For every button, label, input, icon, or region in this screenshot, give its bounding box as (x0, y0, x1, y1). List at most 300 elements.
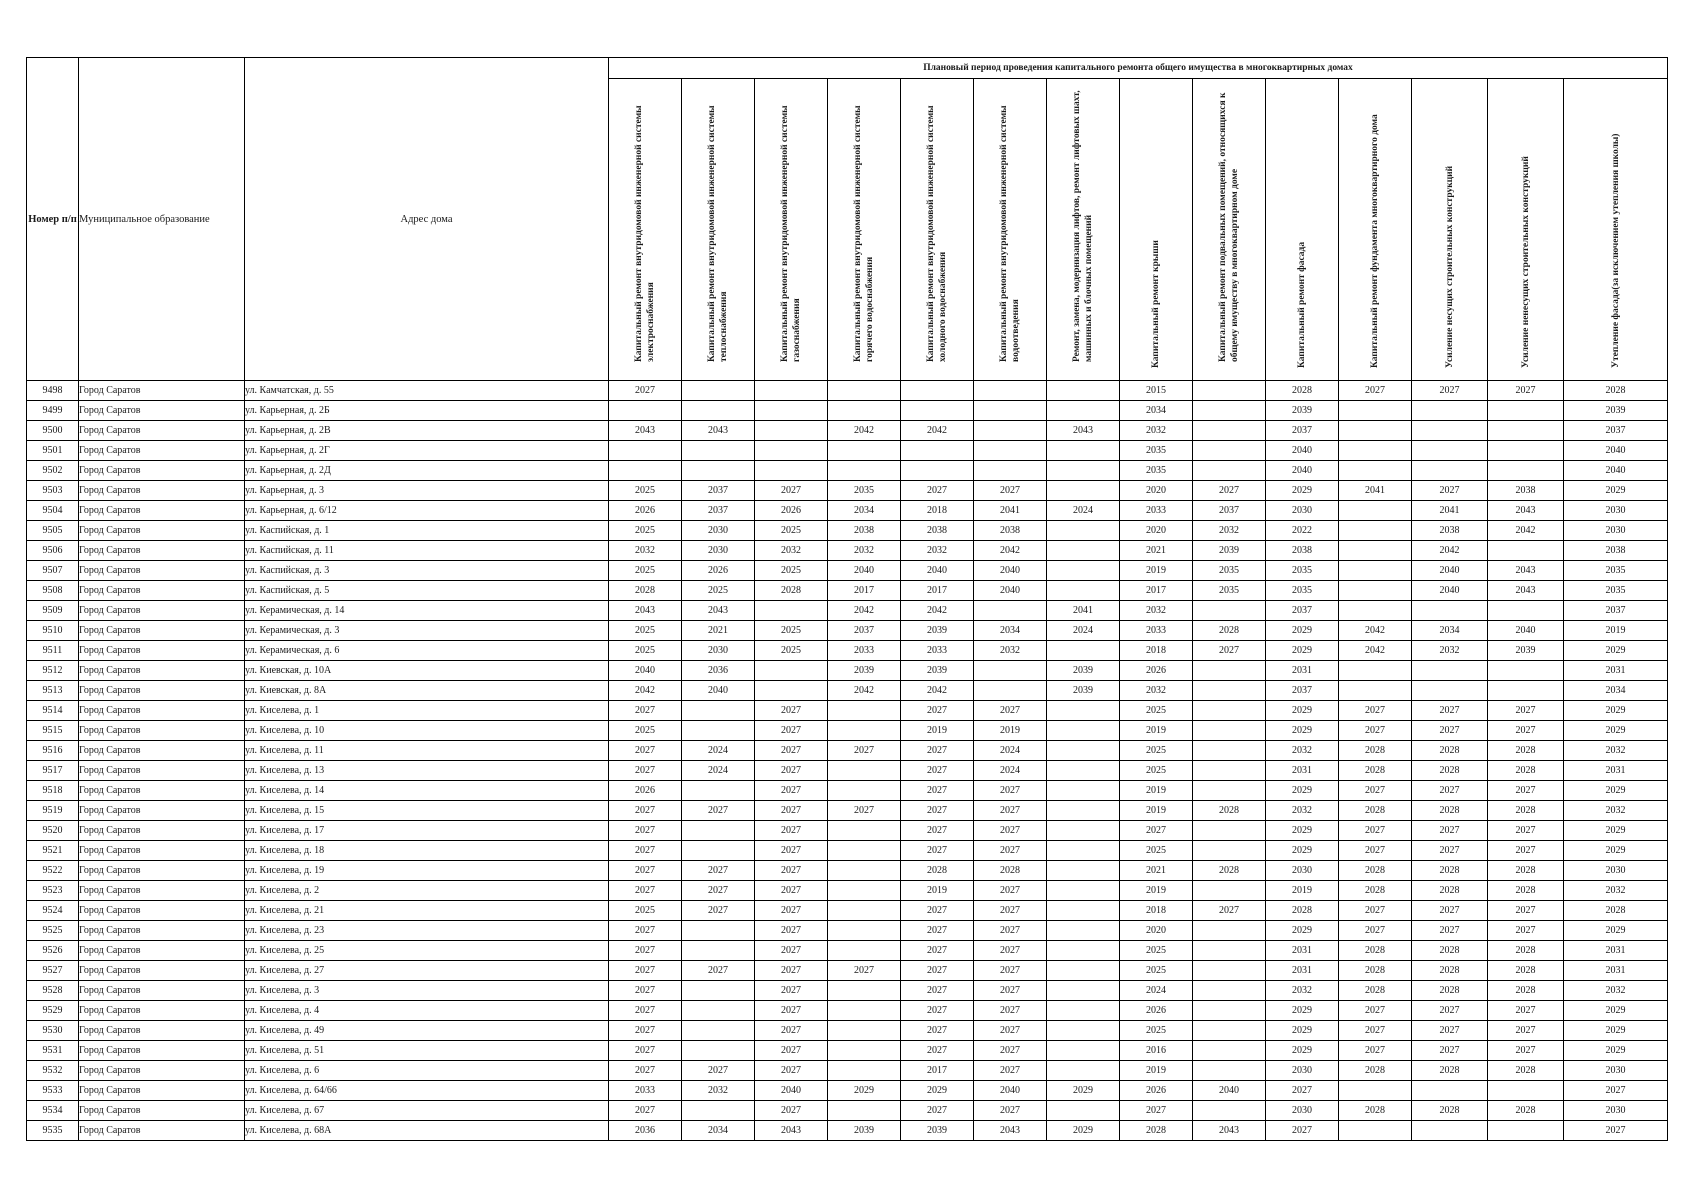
row-year-cell: 2031 (1266, 941, 1339, 961)
row-year-cell: 2019 (901, 881, 974, 901)
row-year-cell: 2027 (1339, 781, 1412, 801)
row-year-cell: 2027 (609, 841, 682, 861)
row-year-cell: 2037 (1564, 601, 1668, 621)
row-year-cell: 2039 (1047, 661, 1120, 681)
row-year-cell: 2029 (1266, 781, 1339, 801)
row-year-cell: 2019 (974, 721, 1047, 741)
row-address: ул. Киселева, д. 10 (245, 721, 609, 741)
row-year-cell: 2025 (682, 581, 755, 601)
header-work-type-label: Усиление несущих строительных конструкций (1444, 165, 1455, 368)
row-year-cell: 2029 (1266, 821, 1339, 841)
row-year-cell (1047, 481, 1120, 501)
row-year-cell: 2027 (609, 1021, 682, 1041)
row-year-cell: 2027 (1412, 841, 1488, 861)
row-year-cell: 2027 (1488, 781, 1564, 801)
row-year-cell (1047, 781, 1120, 801)
row-year-cell: 2043 (1193, 1121, 1266, 1141)
row-year-cell: 2027 (609, 961, 682, 981)
header-work-type-label: Капитальный ремонт внутридомовой инженерной системы горячего водоснабжения (853, 105, 875, 362)
row-year-cell (1412, 401, 1488, 421)
row-number: 9500 (27, 421, 79, 441)
row-number: 9520 (27, 821, 79, 841)
row-year-cell: 2029 (1266, 701, 1339, 721)
table-row (27, 381, 1668, 401)
row-address: ул. Киселева, д. 15 (245, 801, 609, 821)
row-year-cell: 2030 (682, 641, 755, 661)
row-year-cell: 2027 (1488, 701, 1564, 721)
row-year-cell: 2034 (974, 621, 1047, 641)
row-municipality: Город Саратов (79, 1041, 245, 1061)
row-year-cell: 2027 (974, 701, 1047, 721)
table-row (27, 441, 1668, 461)
row-year-cell (1193, 1041, 1266, 1061)
row-year-cell: 2029 (1564, 781, 1668, 801)
row-year-cell: 2030 (1564, 521, 1668, 541)
row-year-cell: 2027 (828, 961, 901, 981)
row-year-cell (828, 1001, 901, 1021)
header-work-type-label: Капитальный ремонт внутридомовой инженерной системы водоотведения (999, 105, 1021, 362)
row-year-cell: 2032 (1564, 801, 1668, 821)
row-address: ул. Карьерная, д. 3 (245, 481, 609, 501)
row-year-cell (828, 1041, 901, 1061)
row-year-cell: 2034 (828, 501, 901, 521)
row-number: 9513 (27, 681, 79, 701)
row-year-cell: 2029 (1564, 721, 1668, 741)
header-work-type (974, 79, 1047, 381)
row-year-cell: 2028 (1412, 881, 1488, 901)
row-year-cell (1193, 941, 1266, 961)
row-year-cell: 2029 (1564, 1001, 1668, 1021)
row-year-cell: 2027 (1412, 481, 1488, 501)
table-row (27, 1101, 1668, 1121)
row-year-cell: 2027 (755, 821, 828, 841)
row-year-cell (1047, 881, 1120, 901)
row-year-cell (1047, 761, 1120, 781)
row-year-cell (1339, 461, 1412, 481)
row-year-cell: 2027 (1488, 821, 1564, 841)
row-year-cell (682, 721, 755, 741)
row-year-cell: 2027 (609, 1061, 682, 1081)
row-year-cell: 2027 (755, 901, 828, 921)
row-year-cell: 2019 (1120, 721, 1193, 741)
row-year-cell (1047, 381, 1120, 401)
row-year-cell (1412, 661, 1488, 681)
row-year-cell: 2032 (1564, 981, 1668, 1001)
row-year-cell: 2040 (901, 561, 974, 581)
row-year-cell: 2027 (682, 901, 755, 921)
row-year-cell: 2027 (755, 1101, 828, 1121)
header-work-type-label: Капитальный ремонт внутридомовой инженерной системы теплоснабжения (707, 105, 729, 362)
row-year-cell (1488, 401, 1564, 421)
table-row (27, 881, 1668, 901)
table-row (27, 641, 1668, 661)
row-year-cell (901, 441, 974, 461)
row-address: ул. Киселева, д. 27 (245, 961, 609, 981)
row-number: 9524 (27, 901, 79, 921)
row-year-cell: 2028 (1412, 1061, 1488, 1081)
row-year-cell: 2032 (609, 541, 682, 561)
row-year-cell (828, 381, 901, 401)
row-year-cell (1488, 661, 1564, 681)
row-year-cell (682, 941, 755, 961)
row-municipality: Город Саратов (79, 741, 245, 761)
row-year-cell: 2017 (1120, 581, 1193, 601)
row-year-cell: 2028 (1339, 801, 1412, 821)
row-year-cell: 2027 (974, 1021, 1047, 1041)
row-year-cell: 2028 (1488, 801, 1564, 821)
row-year-cell (1488, 541, 1564, 561)
row-number: 9507 (27, 561, 79, 581)
header-work-type-label: Капитальный ремонт внутридомовой инженерной системы электроснабжения (634, 105, 656, 362)
row-year-cell: 2027 (1339, 701, 1412, 721)
row-year-cell: 2029 (1266, 1001, 1339, 1021)
row-year-cell: 2029 (1266, 841, 1339, 861)
row-year-cell: 2027 (1339, 1001, 1412, 1021)
row-year-cell: 2029 (1564, 841, 1668, 861)
row-year-cell: 2043 (755, 1121, 828, 1141)
row-year-cell (1047, 741, 1120, 761)
row-year-cell: 2028 (1488, 941, 1564, 961)
row-year-cell: 2027 (1193, 641, 1266, 661)
row-year-cell (1047, 861, 1120, 881)
row-year-cell: 2027 (755, 801, 828, 821)
header-work-type (609, 79, 682, 381)
row-year-cell (974, 441, 1047, 461)
row-year-cell: 2027 (1339, 821, 1412, 841)
row-year-cell: 2029 (1266, 1021, 1339, 1041)
row-year-cell: 2027 (1488, 1001, 1564, 1021)
row-year-cell (1047, 1101, 1120, 1121)
row-year-cell: 2027 (755, 941, 828, 961)
row-year-cell: 2027 (1339, 901, 1412, 921)
row-year-cell (828, 701, 901, 721)
row-year-cell (755, 681, 828, 701)
row-year-cell: 2027 (1412, 721, 1488, 741)
row-year-cell: 2027 (609, 1041, 682, 1061)
row-year-cell (828, 941, 901, 961)
row-address: ул. Камчатская, д. 55 (245, 381, 609, 401)
row-year-cell: 2025 (1120, 741, 1193, 761)
row-year-cell: 2038 (1266, 541, 1339, 561)
row-municipality: Город Саратов (79, 381, 245, 401)
row-year-cell: 2039 (1564, 401, 1668, 421)
row-year-cell: 2043 (609, 421, 682, 441)
row-year-cell (1193, 1021, 1266, 1041)
row-year-cell: 2027 (1488, 721, 1564, 741)
row-year-cell (1047, 401, 1120, 421)
header-work-type-label: Капитальный ремонт внутридомовой инженерной системы холодного водоснабжения (926, 105, 948, 362)
header-work-type (1266, 79, 1339, 381)
table-row (27, 801, 1668, 821)
table-row (27, 661, 1668, 681)
row-address: ул. Керамическая, д. 14 (245, 601, 609, 621)
row-year-cell: 2027 (1564, 1121, 1668, 1141)
row-year-cell: 2025 (609, 721, 682, 741)
row-year-cell: 2032 (1412, 641, 1488, 661)
row-year-cell: 2040 (1266, 441, 1339, 461)
row-year-cell: 2027 (1339, 921, 1412, 941)
row-year-cell: 2027 (974, 921, 1047, 941)
row-year-cell: 2027 (1412, 1001, 1488, 1021)
row-year-cell (1193, 881, 1266, 901)
row-year-cell: 2027 (974, 1061, 1047, 1081)
header-work-type (1488, 79, 1564, 381)
table-row (27, 541, 1668, 561)
row-year-cell: 2042 (974, 541, 1047, 561)
row-year-cell: 2027 (755, 741, 828, 761)
row-number: 9526 (27, 941, 79, 961)
row-year-cell: 2027 (901, 921, 974, 941)
row-year-cell: 2028 (1193, 621, 1266, 641)
row-address: ул. Карьерная, д. 2В (245, 421, 609, 441)
row-year-cell: 2027 (901, 1001, 974, 1021)
row-year-cell: 2027 (1564, 1081, 1668, 1101)
row-year-cell: 2027 (901, 1101, 974, 1121)
row-year-cell (1047, 1021, 1120, 1041)
header-municipality: Муниципальное образование (79, 58, 245, 381)
row-year-cell (1193, 721, 1266, 741)
row-year-cell: 2030 (1564, 501, 1668, 521)
row-year-cell: 2019 (1564, 621, 1668, 641)
row-year-cell: 2027 (755, 841, 828, 861)
row-address: ул. Карьерная, д. 2Б (245, 401, 609, 421)
row-year-cell: 2035 (1120, 441, 1193, 461)
row-year-cell: 2027 (974, 881, 1047, 901)
row-year-cell: 2017 (901, 1061, 974, 1081)
row-year-cell: 2018 (1120, 641, 1193, 661)
row-year-cell (1047, 441, 1120, 461)
row-number: 9508 (27, 581, 79, 601)
row-year-cell: 2040 (682, 681, 755, 701)
row-address: ул. Киселева, д. 67 (245, 1101, 609, 1121)
row-year-cell: 2032 (1120, 601, 1193, 621)
row-year-cell: 2027 (682, 961, 755, 981)
row-number: 9523 (27, 881, 79, 901)
row-year-cell (682, 841, 755, 861)
row-year-cell: 2043 (682, 601, 755, 621)
row-year-cell: 2027 (974, 801, 1047, 821)
row-year-cell: 2027 (609, 821, 682, 841)
row-year-cell: 2037 (1564, 421, 1668, 441)
row-year-cell (1047, 701, 1120, 721)
row-year-cell: 2042 (1412, 541, 1488, 561)
row-address: ул. Киселева, д. 68А (245, 1121, 609, 1141)
row-number: 9514 (27, 701, 79, 721)
row-year-cell: 2025 (609, 521, 682, 541)
table-row (27, 701, 1668, 721)
row-year-cell (1193, 1061, 1266, 1081)
row-number: 9525 (27, 921, 79, 941)
row-year-cell (828, 761, 901, 781)
row-year-cell: 2043 (609, 601, 682, 621)
row-year-cell: 2028 (1339, 941, 1412, 961)
row-address: ул. Киселева, д. 49 (245, 1021, 609, 1041)
row-year-cell: 2040 (974, 581, 1047, 601)
row-number: 9509 (27, 601, 79, 621)
row-year-cell (1339, 681, 1412, 701)
row-year-cell: 2027 (682, 1061, 755, 1081)
row-year-cell (1193, 761, 1266, 781)
row-year-cell (974, 661, 1047, 681)
row-year-cell: 2027 (1120, 821, 1193, 841)
row-year-cell: 2039 (1047, 681, 1120, 701)
row-year-cell (1193, 741, 1266, 761)
row-year-cell: 2027 (974, 481, 1047, 501)
row-year-cell (682, 1041, 755, 1061)
row-municipality: Город Саратов (79, 881, 245, 901)
row-year-cell: 2026 (609, 781, 682, 801)
row-year-cell: 2028 (1488, 861, 1564, 881)
row-year-cell: 2017 (828, 581, 901, 601)
row-year-cell (1047, 961, 1120, 981)
row-year-cell (682, 381, 755, 401)
row-year-cell (682, 781, 755, 801)
row-year-cell: 2028 (1488, 881, 1564, 901)
row-year-cell (974, 401, 1047, 421)
row-year-cell (1047, 641, 1120, 661)
row-year-cell (1488, 1081, 1564, 1101)
header-work-type-label: Усиление ненесущих строительных конструкций (1520, 156, 1531, 368)
row-year-cell: 2019 (1120, 801, 1193, 821)
row-number: 9502 (27, 461, 79, 481)
row-year-cell: 2029 (1266, 481, 1339, 501)
row-address: ул. Киселева, д. 1 (245, 701, 609, 721)
row-number: 9529 (27, 1001, 79, 1021)
row-year-cell: 2027 (755, 981, 828, 1001)
row-year-cell: 2027 (974, 1041, 1047, 1061)
row-year-cell: 2028 (1488, 1061, 1564, 1081)
row-year-cell (828, 981, 901, 1001)
row-number: 9518 (27, 781, 79, 801)
table-row (27, 941, 1668, 961)
row-municipality: Город Саратов (79, 981, 245, 1001)
row-year-cell (609, 441, 682, 461)
row-year-cell: 2032 (1266, 981, 1339, 1001)
row-year-cell: 2037 (682, 481, 755, 501)
row-year-cell: 2032 (755, 541, 828, 561)
row-year-cell: 2027 (1412, 381, 1488, 401)
row-year-cell: 2025 (1120, 961, 1193, 981)
row-year-cell (1193, 821, 1266, 841)
row-year-cell: 2027 (1339, 841, 1412, 861)
row-year-cell: 2027 (901, 981, 974, 1001)
row-year-cell: 2025 (609, 561, 682, 581)
row-year-cell (1339, 1121, 1412, 1141)
row-year-cell: 2027 (609, 701, 682, 721)
row-year-cell: 2028 (609, 581, 682, 601)
row-year-cell (1193, 441, 1266, 461)
row-year-cell (755, 401, 828, 421)
row-year-cell: 2040 (755, 1081, 828, 1101)
row-number: 9512 (27, 661, 79, 681)
row-year-cell: 2027 (974, 841, 1047, 861)
row-year-cell: 2021 (1120, 541, 1193, 561)
row-year-cell: 2043 (1488, 501, 1564, 521)
row-year-cell: 2027 (609, 741, 682, 761)
row-year-cell (1047, 821, 1120, 841)
row-year-cell: 2025 (609, 481, 682, 501)
row-year-cell: 2029 (1564, 481, 1668, 501)
row-year-cell (1193, 1001, 1266, 1021)
row-year-cell (828, 1061, 901, 1081)
row-year-cell: 2027 (974, 981, 1047, 1001)
row-year-cell (1488, 441, 1564, 461)
row-year-cell: 2024 (682, 741, 755, 761)
row-year-cell: 2028 (1339, 741, 1412, 761)
header-work-type-label: Капитальный ремонт фасада (1297, 241, 1307, 368)
header-work-type (1193, 79, 1266, 381)
row-year-cell: 2027 (1412, 781, 1488, 801)
table-row (27, 781, 1668, 801)
row-municipality: Город Саратов (79, 601, 245, 621)
row-year-cell: 2029 (1564, 821, 1668, 841)
row-year-cell: 2027 (609, 1001, 682, 1021)
row-year-cell: 2027 (1488, 841, 1564, 861)
row-address: ул. Киселева, д. 18 (245, 841, 609, 861)
header-number: Номер п/п (27, 58, 79, 381)
row-year-cell: 2028 (1412, 861, 1488, 881)
row-year-cell: 2028 (1339, 961, 1412, 981)
row-number: 9530 (27, 1021, 79, 1041)
row-year-cell: 2029 (1047, 1081, 1120, 1101)
row-address: ул. Керамическая, д. 3 (245, 621, 609, 641)
row-address: ул. Киселева, д. 13 (245, 761, 609, 781)
header-work-type (1047, 79, 1120, 381)
row-year-cell (1193, 601, 1266, 621)
row-year-cell: 2027 (1339, 1021, 1412, 1041)
row-year-cell: 2031 (1266, 961, 1339, 981)
row-year-cell: 2027 (1412, 1041, 1488, 1061)
row-year-cell (1193, 841, 1266, 861)
row-year-cell: 2027 (901, 1021, 974, 1041)
row-year-cell: 2035 (1564, 561, 1668, 581)
row-year-cell: 2026 (1120, 1001, 1193, 1021)
row-year-cell (828, 781, 901, 801)
row-year-cell: 2035 (1120, 461, 1193, 481)
row-year-cell (682, 1101, 755, 1121)
row-year-cell: 2043 (1488, 581, 1564, 601)
row-year-cell (1412, 461, 1488, 481)
row-year-cell: 2035 (1193, 581, 1266, 601)
row-year-cell: 2033 (901, 641, 974, 661)
row-year-cell (901, 401, 974, 421)
row-year-cell (1488, 681, 1564, 701)
row-year-cell: 2035 (1564, 581, 1668, 601)
row-address: ул. Киселева, д. 64/66 (245, 1081, 609, 1101)
row-address: ул. Киселева, д. 19 (245, 861, 609, 881)
row-year-cell: 2027 (755, 481, 828, 501)
row-number: 9515 (27, 721, 79, 741)
row-year-cell: 2039 (1266, 401, 1339, 421)
row-year-cell: 2020 (1120, 481, 1193, 501)
header-work-type (1412, 79, 1488, 381)
row-year-cell: 2040 (1564, 461, 1668, 481)
row-year-cell: 2025 (755, 521, 828, 541)
row-year-cell: 2027 (901, 481, 974, 501)
row-year-cell: 2027 (755, 761, 828, 781)
row-year-cell: 2027 (901, 701, 974, 721)
row-address: ул. Каспийская, д. 5 (245, 581, 609, 601)
row-year-cell: 2027 (901, 801, 974, 821)
row-year-cell: 2018 (1120, 901, 1193, 921)
header-work-type-label: Капитальный ремонт крыши (1151, 240, 1161, 368)
row-year-cell: 2030 (1266, 1101, 1339, 1121)
row-year-cell: 2037 (1266, 681, 1339, 701)
table-row (27, 1121, 1668, 1141)
row-year-cell (828, 901, 901, 921)
row-address: ул. Киселева, д. 23 (245, 921, 609, 941)
row-year-cell: 2024 (974, 741, 1047, 761)
